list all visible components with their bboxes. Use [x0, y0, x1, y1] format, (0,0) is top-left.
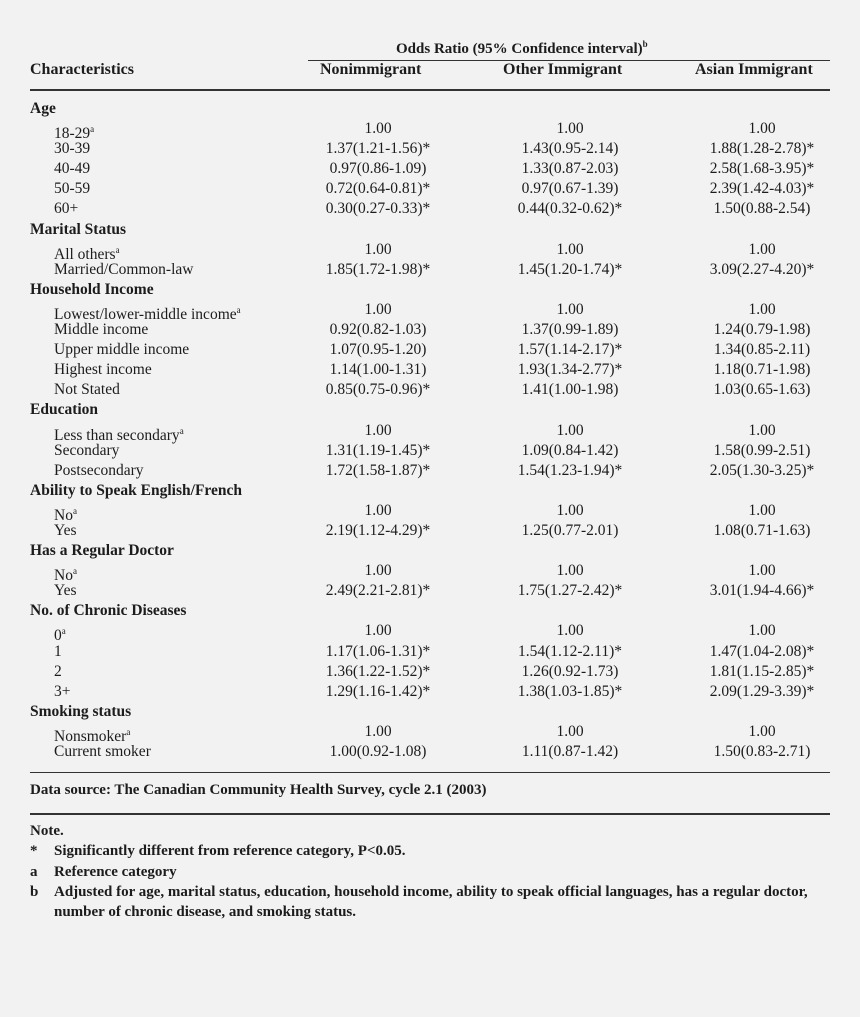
odds-ratio-cell: 2.05(1.30-3.25)* [709, 461, 815, 479]
odds-ratio-cell: 2.09(1.29-3.39)* [709, 682, 815, 700]
odds-ratio-cell: 1.00 [748, 501, 776, 519]
row-label [54, 139, 90, 159]
row-label [54, 340, 189, 360]
row-label-text: Has a Regular Doctor [30, 542, 174, 560]
odds-ratio-cell: 1.00 [556, 240, 584, 258]
row-label-text: Nonsmoker [54, 728, 127, 746]
note-mark: b [30, 883, 39, 900]
row-label [54, 179, 90, 199]
odds-ratio-cell: 1.00(0.92-1.08) [329, 743, 427, 760]
odds-ratio-cell: 1.00 [748, 622, 776, 640]
reference-mark: a [61, 626, 66, 637]
row-label [54, 662, 62, 682]
odds-ratio-cell: 1.34(0.85-2.11) [713, 341, 811, 359]
odds-ratio-cell: 1.00 [556, 501, 584, 519]
odds-ratio-cell: 1.00 [364, 722, 392, 740]
section-label [30, 400, 98, 420]
odds-ratio-cell: 1.24(0.79-1.98) [713, 321, 811, 339]
odds-ratio-cell: 1.00 [748, 300, 776, 318]
reference-mark: a [179, 425, 184, 436]
row-label-text: Smoking status [30, 702, 132, 720]
odds-ratio-cell: 1.18(0.71-1.98) [713, 361, 811, 379]
table-row [0, 621, 860, 645]
section-row [0, 400, 860, 420]
row-label-text: Ability to Speak English/French [30, 481, 243, 499]
row-label-text: 1 [54, 642, 62, 660]
section-label [30, 541, 174, 561]
note-text: Adjusted for age, marital status, education, household income, ability to speak official languages, has a regular doctor, number of chronic disease, and smoking status. [54, 883, 808, 921]
odds-ratio-cell: 1.00 [364, 622, 392, 640]
column-header-characteristics: Characteristics [30, 61, 134, 78]
odds-ratio-cell: 1.00 [556, 421, 584, 439]
table-row [0, 501, 860, 525]
odds-ratio-cell: 1.00 [748, 120, 776, 138]
odds-ratio-cell: 1.00 [556, 622, 584, 640]
odds-ratio-cell: 1.41(1.00-1.98) [521, 381, 619, 399]
table-row [0, 722, 860, 746]
row-label-text: No [54, 507, 73, 525]
row-label-text: All others [54, 245, 116, 263]
row-label [54, 682, 71, 702]
odds-ratio-cell: 2.49(2.21-2.81)* [325, 582, 431, 600]
odds-ratio-cell: 1.00 [748, 421, 776, 439]
row-label [54, 441, 119, 461]
odds-ratio-cell: 1.14(1.00-1.31) [329, 361, 427, 379]
odds-ratio-cell: 1.37(1.21-1.56)* [325, 140, 431, 158]
row-label-text: Yes [54, 521, 77, 539]
row-label-text: Postsecondary [54, 461, 144, 479]
row-label-text: 50-59 [54, 180, 91, 198]
notes-rule [30, 813, 830, 815]
row-label-text: Marital Status [30, 220, 127, 238]
table-row [0, 521, 860, 541]
table-row [0, 139, 860, 159]
section-row [0, 99, 860, 119]
odds-ratio-cell: 3.01(1.94-4.66)* [709, 582, 815, 600]
odds-ratio-cell: 1.58(0.99-2.51) [713, 441, 811, 459]
odds-ratio-cell: 0.85(0.75-0.96)* [325, 381, 431, 399]
row-label [54, 642, 62, 662]
odds-ratio-cell: 0.92(0.82-1.03) [329, 321, 427, 339]
row-label-text: 60+ [54, 200, 79, 218]
odds-ratio-cell: 0.72(0.64-0.81)* [325, 180, 431, 198]
table-row [0, 240, 860, 263]
odds-ratio-cell: 1.36(1.22-1.52)* [325, 662, 431, 680]
reference-mark: a [115, 244, 120, 255]
table-row [0, 441, 860, 461]
odds-ratio-cell: 1.00 [556, 722, 584, 740]
odds-ratio-cell: 1.57(1.14-2.17)* [517, 341, 623, 359]
row-label-text: No. of Chronic Diseases [30, 602, 187, 620]
reference-mark: a [72, 505, 77, 516]
odds-ratio-cell: 1.25(0.77-2.01) [521, 521, 619, 539]
section-row [0, 481, 860, 501]
section-row [0, 280, 860, 300]
row-label-text: Education [30, 401, 99, 419]
row-label [54, 360, 152, 380]
odds-ratio-cell: 1.54(1.23-1.94)* [517, 461, 623, 479]
odds-ratio-cell: 1.37(0.99-1.89) [521, 321, 619, 339]
column-header-other-immigrant: Other Immigrant [503, 61, 623, 78]
odds-ratio-cell: 1.26(0.92-1.73) [521, 662, 619, 680]
odds-ratio-cell: 1.54(1.12-2.11)* [517, 642, 623, 660]
section-row [0, 702, 860, 722]
section-row [0, 220, 860, 240]
table-row [0, 300, 860, 324]
section-row [0, 601, 860, 621]
odds-ratio-cell: 0.97(0.67-1.39) [521, 180, 619, 198]
row-label-text: 3+ [54, 682, 71, 700]
section-label [30, 280, 154, 300]
row-label [54, 742, 151, 762]
row-label [54, 159, 90, 179]
row-label [54, 199, 78, 219]
table-body [0, 99, 860, 762]
odds-ratio-header-text: Odds Ratio (95% Confidence interval) [396, 41, 643, 57]
note-mark: a [30, 863, 38, 880]
row-label [54, 260, 193, 280]
odds-ratio-cell: 1.00 [364, 300, 392, 318]
row-label-text: 18-29 [54, 125, 91, 143]
odds-ratio-cell: 1.88(1.28-2.78)* [709, 140, 815, 158]
table-row [0, 360, 860, 380]
table-row [0, 421, 860, 444]
row-label-text: No [54, 567, 73, 585]
row-label [54, 320, 148, 340]
notes-title: Note. [30, 823, 64, 839]
odds-ratio-cell: 1.17(1.06-1.31)* [325, 642, 431, 660]
odds-ratio-cell: 1.47(1.04-2.08)* [709, 642, 815, 660]
odds-ratio-cell: 1.93(1.34-2.77)* [517, 361, 623, 379]
odds-ratio-cell: 2.58(1.68-3.95)* [709, 160, 815, 178]
row-label-text: Highest income [54, 361, 152, 379]
row-label-text: 30-39 [54, 140, 91, 158]
section-label [30, 220, 126, 240]
reference-mark: a [236, 304, 241, 315]
table-row [0, 199, 860, 219]
reference-mark: a [90, 124, 95, 135]
odds-ratio-cell: 1.85(1.72-1.98)* [325, 260, 431, 278]
note-item [30, 841, 830, 861]
reference-mark: a [72, 566, 77, 577]
odds-ratio-cell: 1.00 [364, 240, 392, 258]
note-item [30, 862, 830, 882]
row-label [54, 521, 77, 541]
row-label [54, 461, 144, 481]
row-label [54, 380, 120, 400]
row-label-text: Not Stated [54, 381, 120, 399]
section-label [30, 601, 186, 621]
note-item [30, 882, 830, 923]
table-row [0, 340, 860, 360]
odds-ratio-cell: 1.00 [556, 300, 584, 318]
odds-ratio-cell: 1.00 [364, 501, 392, 519]
section-row [0, 541, 860, 561]
row-label-text: Age [30, 100, 56, 117]
row-label-text: Yes [54, 582, 77, 600]
odds-ratio-cell: 1.00 [364, 120, 392, 138]
odds-ratio-cell: 1.72(1.58-1.87)* [325, 461, 431, 479]
odds-ratio-cell: 1.11(0.87-1.42) [521, 743, 619, 760]
row-label-text: Married/Common-law [54, 260, 194, 278]
odds-ratio-cell: 2.39(1.42-4.03)* [709, 180, 815, 198]
odds-ratio-cell: 1.31(1.19-1.45)* [325, 441, 431, 459]
odds-ratio-cell: 1.00 [364, 421, 392, 439]
odds-ratio-cell: 1.38(1.03-1.85)* [517, 682, 623, 700]
table-bottom-rule [30, 772, 830, 773]
note-text: Reference category [54, 863, 177, 880]
row-label-text: Current smoker [54, 743, 151, 760]
odds-ratio-cell: 0.30(0.27-0.33)* [325, 200, 431, 218]
note-mark: * [30, 843, 38, 860]
row-label [54, 581, 77, 601]
note-text: Significantly different from reference category, P<0.05. [54, 843, 406, 860]
row-label-text: Less than secondary [54, 426, 180, 444]
odds-ratio-cell: 1.00 [748, 722, 776, 740]
odds-ratio-header [396, 39, 648, 58]
table-row [0, 260, 860, 280]
odds-ratio-cell: 1.00 [748, 240, 776, 258]
section-label [30, 99, 56, 119]
table-row [0, 320, 860, 340]
table-row [0, 159, 860, 179]
odds-ratio-cell: 0.97(0.86-1.09) [329, 160, 427, 178]
column-header-nonimmigrant: Nonimmigrant [320, 61, 422, 78]
row-label-text: Secondary [54, 441, 120, 459]
row-label-text: 40-49 [54, 160, 91, 178]
row-label-text: Lowest/lower-middle income [54, 306, 237, 324]
odds-ratio-cell: 1.00 [556, 562, 584, 580]
row-label-text: Middle income [54, 321, 149, 339]
section-label [30, 702, 131, 722]
odds-ratio-cell: 1.00 [556, 120, 584, 138]
odds-ratio-cell: 1.50(0.83-2.71) [713, 743, 811, 760]
odds-ratio-cell: 3.09(2.27-4.20)* [709, 260, 815, 278]
table-row [0, 662, 860, 682]
odds-ratio-cell: 1.03(0.65-1.63) [713, 381, 811, 399]
odds-ratio-header-footnote-mark: b [642, 39, 648, 49]
table-row [0, 742, 860, 762]
row-label-text: Household Income [30, 280, 154, 298]
odds-ratio-cell: 1.45(1.20-1.74)* [517, 260, 623, 278]
table-row [0, 561, 860, 585]
section-label [30, 481, 242, 501]
odds-ratio-cell: 1.09(0.84-1.42) [521, 441, 619, 459]
odds-ratio-cell: 1.50(0.88-2.54) [713, 200, 811, 218]
header-rule [30, 89, 830, 91]
odds-ratio-cell: 1.08(0.71-1.63) [713, 521, 811, 539]
column-header-asian-immigrant: Asian Immigrant [695, 61, 813, 78]
odds-ratio-cell: 1.00 [748, 562, 776, 580]
table-row [0, 581, 860, 601]
row-label-text: Upper middle income [54, 341, 190, 359]
odds-ratio-cell: 2.19(1.12-4.29)* [325, 521, 431, 539]
row-label-text: 2 [54, 662, 62, 680]
row-label-text: 0 [54, 627, 62, 645]
odds-ratio-cell: 1.75(1.27-2.42)* [517, 582, 623, 600]
odds-ratio-cell: 1.81(1.15-2.85)* [709, 662, 815, 680]
table-row [0, 380, 860, 400]
odds-ratio-cell: 1.00 [364, 562, 392, 580]
odds-ratio-cell: 1.33(0.87-2.03) [521, 160, 619, 178]
table-row [0, 642, 860, 662]
table-row [0, 119, 860, 143]
table-row [0, 682, 860, 702]
data-source: Data source: The Canadian Community Health Survey, cycle 2.1 (2003) [30, 782, 487, 798]
odds-ratio-cell: 1.43(0.95-2.14) [521, 140, 619, 158]
reference-mark: a [126, 726, 131, 737]
table-row [0, 179, 860, 199]
odds-ratio-cell: 0.44(0.32-0.62)* [517, 200, 623, 218]
notes [30, 821, 830, 922]
table-row [0, 461, 860, 481]
odds-ratio-cell: 1.29(1.16-1.42)* [325, 682, 431, 700]
odds-ratio-cell: 1.07(0.95-1.20) [329, 341, 427, 359]
